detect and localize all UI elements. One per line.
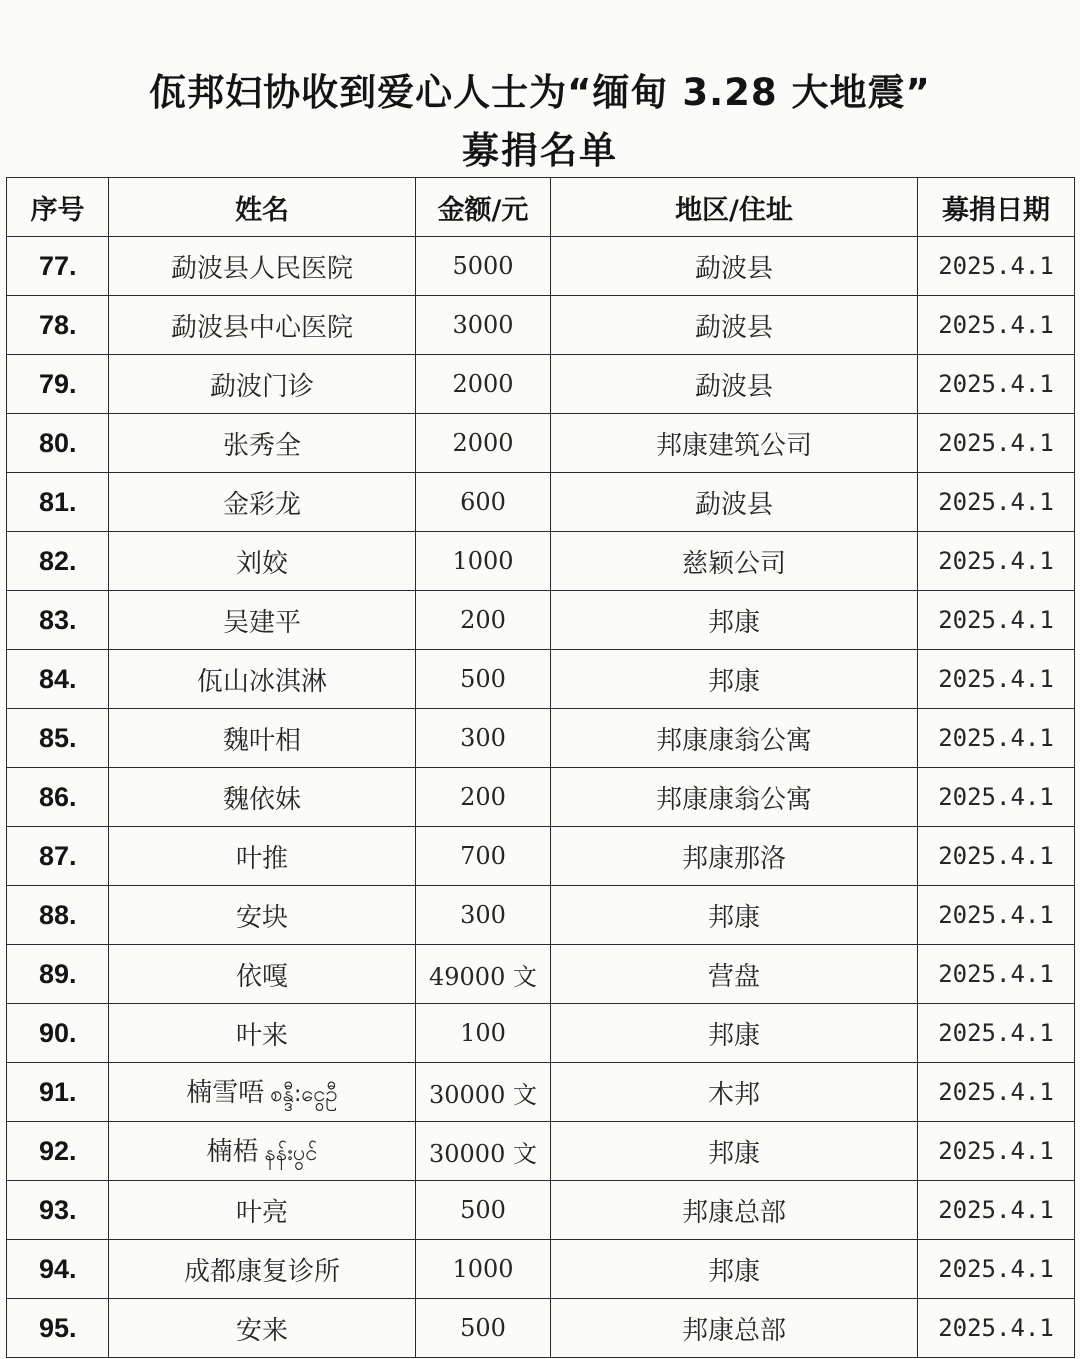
cell-serial-number-text: 80. (39, 427, 77, 458)
header-amount: 金额/元 (416, 178, 551, 237)
cell-amount-text: 3000 (452, 311, 514, 339)
cell-date (918, 709, 1075, 768)
table-row (7, 1063, 1075, 1122)
cell-serial-number (7, 827, 109, 886)
cell-address-text: 木邦 (707, 1079, 760, 1110)
cell-address (551, 473, 918, 532)
cell-date (918, 355, 1075, 414)
cell-address (551, 1181, 918, 1240)
cell-name-text: 金彩龙 (222, 489, 301, 520)
cell-serial-number (7, 1122, 109, 1181)
cell-date (918, 768, 1075, 827)
cell-address (551, 237, 918, 296)
cell-amount-text: 500 (460, 1196, 506, 1224)
cell-amount (416, 591, 551, 650)
cell-amount-text: 700 (460, 842, 506, 870)
cell-name-text: 佤山冰淇淋 (196, 666, 327, 697)
cell-serial-number (7, 1181, 109, 1240)
cell-amount-text: 300 (460, 901, 506, 929)
table-row (7, 827, 1075, 886)
cell-amount (416, 1181, 551, 1240)
cell-address-text: 勐波县 (694, 371, 773, 402)
table-row (7, 355, 1075, 414)
cell-amount (416, 827, 551, 886)
cell-address (551, 414, 918, 473)
cell-amount (416, 1299, 551, 1358)
cell-date (918, 650, 1075, 709)
cell-date (918, 945, 1075, 1004)
cell-date (918, 886, 1075, 945)
cell-name-text: 依嘎 (235, 961, 288, 992)
cell-address-text: 勐波县 (694, 312, 773, 343)
cell-amount (416, 945, 551, 1004)
cell-amount-text: 200 (460, 606, 506, 634)
cell-name-text: 成都康复诊所 (183, 1256, 340, 1287)
cell-date (918, 1004, 1075, 1063)
cell-name-text: 楠雪唔 (186, 1078, 265, 1108)
cell-amount (416, 650, 551, 709)
cell-address (551, 1004, 918, 1063)
cell-amount (416, 237, 551, 296)
cell-serial-number-text: 83. (39, 604, 77, 635)
cell-date-text: 2025.4.1 (938, 724, 1054, 752)
cell-date (918, 1240, 1075, 1299)
cell-amount-text: 49000 文 (429, 962, 537, 991)
cell-amount (416, 414, 551, 473)
cell-date (918, 827, 1075, 886)
cell-serial-number-text: 92. (39, 1135, 77, 1166)
cell-amount (416, 1063, 551, 1122)
cell-date (918, 591, 1075, 650)
table-row (7, 650, 1075, 709)
table-row (7, 1004, 1075, 1063)
cell-address-text: 营盘 (707, 961, 760, 992)
cell-name (109, 1004, 416, 1063)
cell-name (109, 591, 416, 650)
cell-date-text: 2025.4.1 (938, 252, 1054, 280)
table-row (7, 1181, 1075, 1240)
cell-date-text: 2025.4.1 (938, 1314, 1054, 1342)
cell-amount-text: 500 (460, 665, 506, 693)
cell-name-text: 勐波县人民医院 (170, 253, 353, 284)
cell-address-text: 邦康 (707, 607, 760, 638)
cell-address (551, 355, 918, 414)
table-row (7, 473, 1075, 532)
cell-serial-number-text: 88. (39, 899, 77, 930)
cell-amount (416, 886, 551, 945)
cell-amount-text: 600 (460, 488, 506, 516)
cell-serial-number (7, 473, 109, 532)
cell-address-text: 邦康那洛 (681, 843, 786, 874)
cell-serial-number (7, 886, 109, 945)
cell-address-text: 勐波县 (694, 489, 773, 520)
cell-date (918, 296, 1075, 355)
cell-date-text: 2025.4.1 (938, 1137, 1054, 1165)
document-title: 佤邦妇协收到爱心人士为“缅甸 3.28 大地震” (149, 71, 931, 114)
cell-address-text: 邦康 (707, 666, 760, 697)
cell-address (551, 768, 918, 827)
cell-serial-number-text: 87. (39, 840, 77, 871)
cell-date (918, 1122, 1075, 1181)
cell-amount-text: 2000 (452, 370, 514, 398)
cell-address (551, 1063, 918, 1122)
cell-serial-number (7, 532, 109, 591)
cell-address-text: 邦康 (707, 1256, 760, 1287)
table-row (7, 296, 1075, 355)
cell-amount-text: 5000 (452, 252, 514, 280)
cell-date-text: 2025.4.1 (938, 429, 1054, 457)
cell-name-text: 楠梧 (206, 1137, 259, 1167)
cell-date-text: 2025.4.1 (938, 1255, 1054, 1283)
cell-amount (416, 532, 551, 591)
cell-amount (416, 296, 551, 355)
table-header-row (7, 178, 1075, 237)
cell-address-text: 慈颖公司 (681, 548, 786, 579)
cell-date-text: 2025.4.1 (938, 842, 1054, 870)
cell-date-text: 2025.4.1 (938, 1019, 1054, 1047)
cell-serial-number-text: 81. (39, 486, 77, 517)
cell-serial-number (7, 650, 109, 709)
table-row (7, 1240, 1075, 1299)
cell-date (918, 532, 1075, 591)
cell-address-text: 邦康总部 (681, 1197, 786, 1228)
cell-amount-text: 500 (460, 1314, 506, 1342)
donation-table (6, 177, 1075, 1358)
cell-address (551, 532, 918, 591)
cell-name (109, 650, 416, 709)
cell-address (551, 1122, 918, 1181)
cell-address-text: 邦康 (707, 1138, 760, 1169)
cell-date (918, 237, 1075, 296)
cell-amount (416, 1240, 551, 1299)
cell-name (109, 355, 416, 414)
cell-serial-number (7, 296, 109, 355)
cell-name (109, 414, 416, 473)
cell-address (551, 827, 918, 886)
cell-name-text: 吴建平 (222, 607, 301, 638)
cell-name (109, 886, 416, 945)
document-subtitle: 募捐名单 (462, 129, 618, 172)
table-row (7, 591, 1075, 650)
cell-address (551, 1299, 918, 1358)
cell-serial-number-text: 95. (39, 1312, 77, 1343)
cell-name (109, 1122, 416, 1181)
cell-address-text: 邦康 (707, 1020, 760, 1051)
cell-name (109, 1299, 416, 1358)
cell-date (918, 1181, 1075, 1240)
cell-name-text: 张秀全 (222, 430, 301, 461)
table-row (7, 1299, 1075, 1358)
cell-serial-number (7, 768, 109, 827)
cell-amount (416, 768, 551, 827)
cell-address (551, 591, 918, 650)
cell-name-text: 安块 (235, 902, 288, 933)
cell-serial-number-text: 90. (39, 1017, 77, 1048)
table-row (7, 1122, 1075, 1181)
cell-amount-text: 200 (460, 783, 506, 811)
cell-serial-number (7, 591, 109, 650)
cell-serial-number-text: 85. (39, 722, 77, 753)
cell-name-text: 叶亮 (235, 1197, 288, 1228)
cell-name-text: 勐波县中心医院 (170, 312, 353, 343)
cell-serial-number (7, 945, 109, 1004)
cell-name-text: 叶来 (235, 1020, 288, 1051)
cell-name (109, 532, 416, 591)
cell-serial-number-text: 79. (39, 368, 77, 399)
cell-date-text: 2025.4.1 (938, 606, 1054, 634)
cell-date-text: 2025.4.1 (938, 488, 1054, 516)
handwritten-burmese-name: နန်းပွင် (264, 1141, 318, 1166)
cell-amount-text: 30000 文 (429, 1139, 537, 1168)
cell-amount (416, 1004, 551, 1063)
header-serial-number: 序号 (7, 178, 109, 237)
cell-name (109, 237, 416, 296)
cell-serial-number (7, 1004, 109, 1063)
cell-address-text: 邦康康翁公寓 (655, 784, 812, 815)
table-row (7, 945, 1075, 1004)
table-row (7, 414, 1075, 473)
cell-serial-number-text: 91. (39, 1076, 77, 1107)
cell-date-text: 2025.4.1 (938, 665, 1054, 693)
cell-serial-number-text: 86. (39, 781, 77, 812)
cell-serial-number-text: 77. (39, 250, 77, 281)
cell-date-text: 2025.4.1 (938, 783, 1054, 811)
handwritten-burmese-name: စန္ဒီ:ငွေဦ (270, 1082, 338, 1107)
cell-address (551, 886, 918, 945)
cell-name (109, 1240, 416, 1299)
cell-address (551, 1240, 918, 1299)
cell-address-text: 邦康 (707, 902, 760, 933)
cell-serial-number-text: 82. (39, 545, 77, 576)
cell-date-text: 2025.4.1 (938, 1196, 1054, 1224)
cell-amount-text: 2000 (452, 429, 514, 457)
cell-serial-number (7, 1240, 109, 1299)
cell-name-text: 叶推 (235, 843, 288, 874)
cell-date-text: 2025.4.1 (938, 1078, 1054, 1106)
cell-amount-text: 1000 (452, 547, 514, 575)
cell-serial-number-text: 78. (39, 309, 77, 340)
cell-date (918, 473, 1075, 532)
cell-name-text: 安来 (235, 1315, 288, 1346)
cell-date (918, 1063, 1075, 1122)
cell-address-text: 邦康建筑公司 (655, 430, 812, 461)
cell-address-text: 邦康康翁公寓 (655, 725, 812, 756)
cell-date-text: 2025.4.1 (938, 547, 1054, 575)
cell-serial-number-text: 94. (39, 1253, 77, 1284)
cell-address-text: 邦康总部 (681, 1315, 786, 1346)
cell-name-text: 魏依妹 (222, 784, 301, 815)
cell-amount (416, 1122, 551, 1181)
cell-name-text: 刘姣 (235, 548, 288, 579)
cell-address (551, 296, 918, 355)
table-row (7, 532, 1075, 591)
cell-address (551, 709, 918, 768)
cell-serial-number (7, 1299, 109, 1358)
cell-date-text: 2025.4.1 (938, 960, 1054, 988)
cell-name-text: 勐波门诊 (209, 371, 314, 402)
cell-name (109, 1181, 416, 1240)
header-address: 地区/住址 (551, 178, 918, 237)
table-row (7, 237, 1075, 296)
cell-amount (416, 709, 551, 768)
cell-serial-number (7, 709, 109, 768)
cell-amount-text: 1000 (452, 1255, 514, 1283)
cell-name (109, 768, 416, 827)
cell-serial-number (7, 414, 109, 473)
header-date: 募捐日期 (918, 178, 1075, 237)
header-name: 姓名 (109, 178, 416, 237)
cell-name-text: 魏叶相 (222, 725, 301, 756)
cell-name (109, 296, 416, 355)
cell-address (551, 945, 918, 1004)
cell-amount-text: 30000 文 (429, 1080, 537, 1109)
cell-serial-number-text: 89. (39, 958, 77, 989)
cell-serial-number (7, 1063, 109, 1122)
table-row (7, 768, 1075, 827)
cell-date-text: 2025.4.1 (938, 311, 1054, 339)
cell-amount (416, 355, 551, 414)
cell-amount-text: 100 (460, 1019, 506, 1047)
cell-amount (416, 473, 551, 532)
table-row (7, 886, 1075, 945)
cell-date (918, 1299, 1075, 1358)
cell-amount-text: 300 (460, 724, 506, 752)
cell-serial-number-text: 84. (39, 663, 77, 694)
cell-date (918, 414, 1075, 473)
cell-name (109, 709, 416, 768)
cell-serial-number (7, 355, 109, 414)
cell-serial-number-text: 93. (39, 1194, 77, 1225)
cell-address (551, 650, 918, 709)
cell-serial-number (7, 237, 109, 296)
cell-date-text: 2025.4.1 (938, 370, 1054, 398)
table-body (7, 237, 1075, 1358)
cell-name (109, 827, 416, 886)
table-row (7, 709, 1075, 768)
cell-name (109, 1063, 416, 1122)
cell-date-text: 2025.4.1 (938, 901, 1054, 929)
cell-name (109, 473, 416, 532)
cell-address-text: 勐波县 (694, 253, 773, 284)
cell-name (109, 945, 416, 1004)
